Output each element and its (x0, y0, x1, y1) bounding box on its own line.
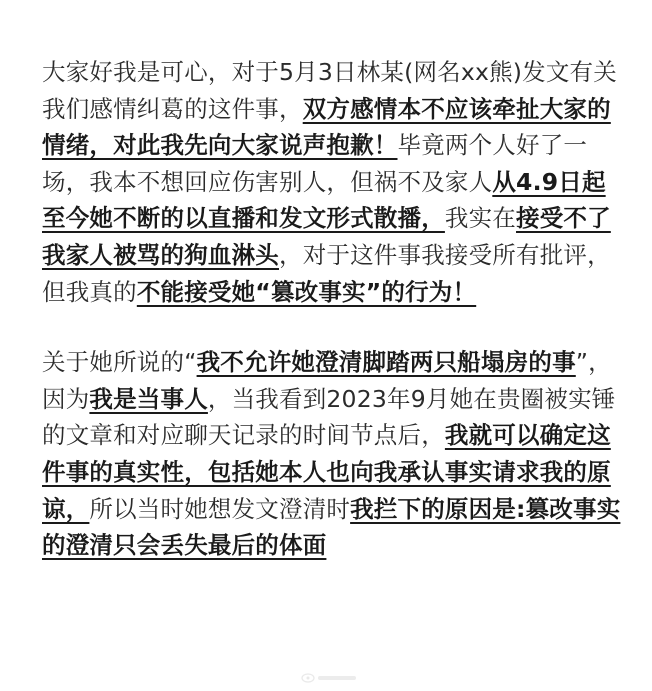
document-body (42, 54, 622, 564)
highlighted-text: 不能接受她“篡改事实”的行为！ (136, 277, 477, 306)
highlighted-text: 双方感情本不应该牵扯大家的情绪，对此我先向大家说声抱歉！ (42, 94, 611, 160)
highlighted-text: 我不允许她澄清脚踏两只船塌房的事 (196, 348, 576, 377)
highlighted-text: 接受不了我家人被骂的狗血淋头 (42, 204, 611, 269)
text-segment: ，当我看到2023年9月她在贵圈被实锤的文章和对应聊天记录的时间节点后， (42, 384, 616, 450)
highlighted-text: 我是当事人 (89, 384, 208, 413)
highlighted-text: 我拦下的原因是:篡改事实的澄清只会丢失最后的体面 (42, 494, 621, 560)
paragraph-2 (42, 344, 622, 564)
watermark-logo-icon (300, 672, 360, 684)
text-segment: ”，因为 (42, 348, 612, 413)
text-segment: 大家好我是可心，对于5月3日林某(网名xx熊)发文有关我们感情纠葛的这件事， (42, 58, 617, 123)
text-segment: ，对于这件事我接受所有批评，但我真的 (42, 240, 611, 306)
text-segment: 所以当时她想发文澄清时 (89, 494, 351, 523)
highlighted-text: 从4.9日起至今她不断的以直播和发文形式散播， (42, 167, 606, 233)
paragraph-1 (42, 54, 622, 310)
text-segment: 关于她所说的“ (42, 348, 197, 377)
highlighted-text: 我就可以确定这件事的真实性，包括她本人也向我承认事实请求我的原谅， (42, 421, 611, 523)
text-segment: 毕竟两个人好了一场，我本不想回应伤害别人，但祸不及家人 (42, 131, 588, 196)
text-segment: 我实在 (444, 204, 517, 233)
